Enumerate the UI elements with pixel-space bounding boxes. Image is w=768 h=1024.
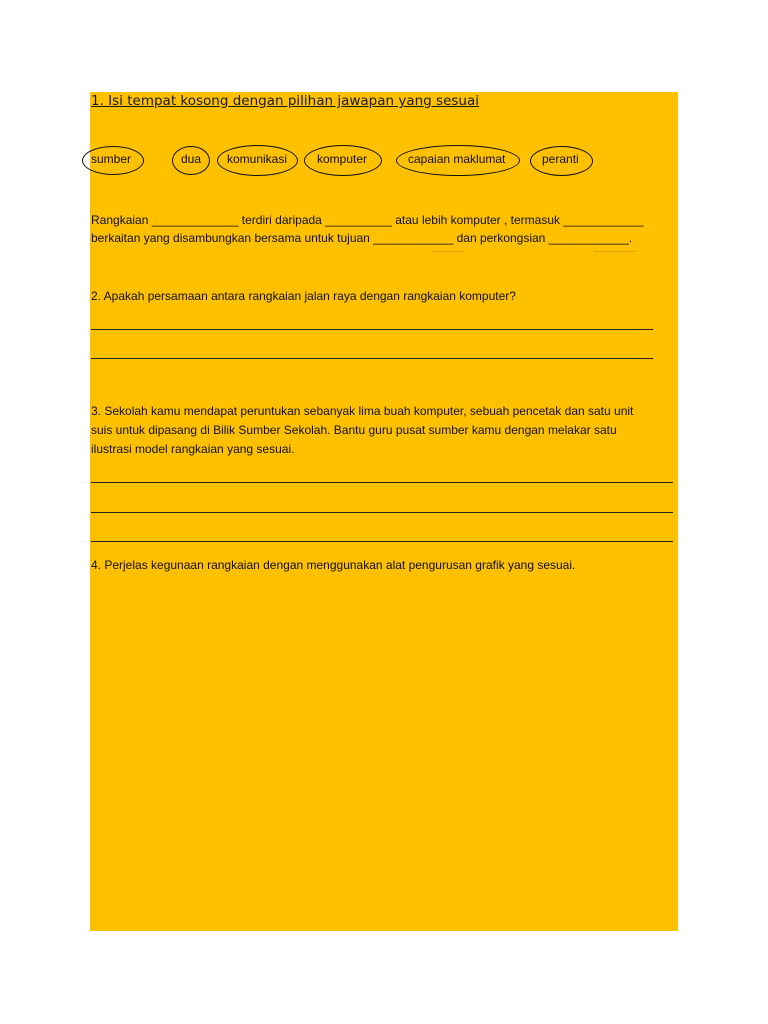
question-1-line-2: berkaitan yang disambungkan bersama untuk tujuan ____________ dan perkongsian ____________.: [91, 231, 633, 245]
question-1-heading: 1. Isi tempat kosong dengan pilihan jawapan yang sesuai: [91, 93, 479, 109]
question-2-text: 2. Apakah persamaan antara rangkaian jalan raya dengan rangkaian komputer?: [91, 289, 516, 303]
answer-line: [91, 482, 673, 483]
choice-komputer: komputer: [317, 152, 368, 166]
answer-line: [91, 541, 673, 542]
question-1-line-1: Rangkaian _____________ terdiri daripada __________ atau lebih komputer , termasuk ____________: [91, 213, 644, 227]
question-3-line-2: suis untuk dipasang di Bilik Sumber Sekolah. Bantu guru pusat sumber kamu dengan melakar satu: [91, 423, 617, 437]
question-4-text: 4. Perjelas kegunaan rangkaian dengan menggunakan alat pengurusan grafik yang sesuai.: [91, 558, 576, 572]
answer-line: [91, 329, 653, 330]
question-3-line-3: ilustrasi model rangkaian yang sesuai.: [91, 442, 295, 456]
blank-underline: [432, 251, 464, 252]
choice-capaian-maklumat: capaian maklumat: [408, 152, 506, 166]
blank-underline: [594, 251, 636, 252]
choice-dua: dua: [181, 152, 202, 166]
answer-line: [91, 358, 653, 359]
answer-line: [91, 512, 673, 513]
question-3-line-1: 3. Sekolah kamu mendapat peruntukan sebanyak lima buah komputer, sebuah pencetak dan satu unit: [91, 404, 634, 418]
choice-komunikasi: komunikasi: [227, 152, 288, 166]
choice-peranti: peranti: [542, 152, 579, 166]
choice-sumber: sumber: [91, 152, 132, 166]
